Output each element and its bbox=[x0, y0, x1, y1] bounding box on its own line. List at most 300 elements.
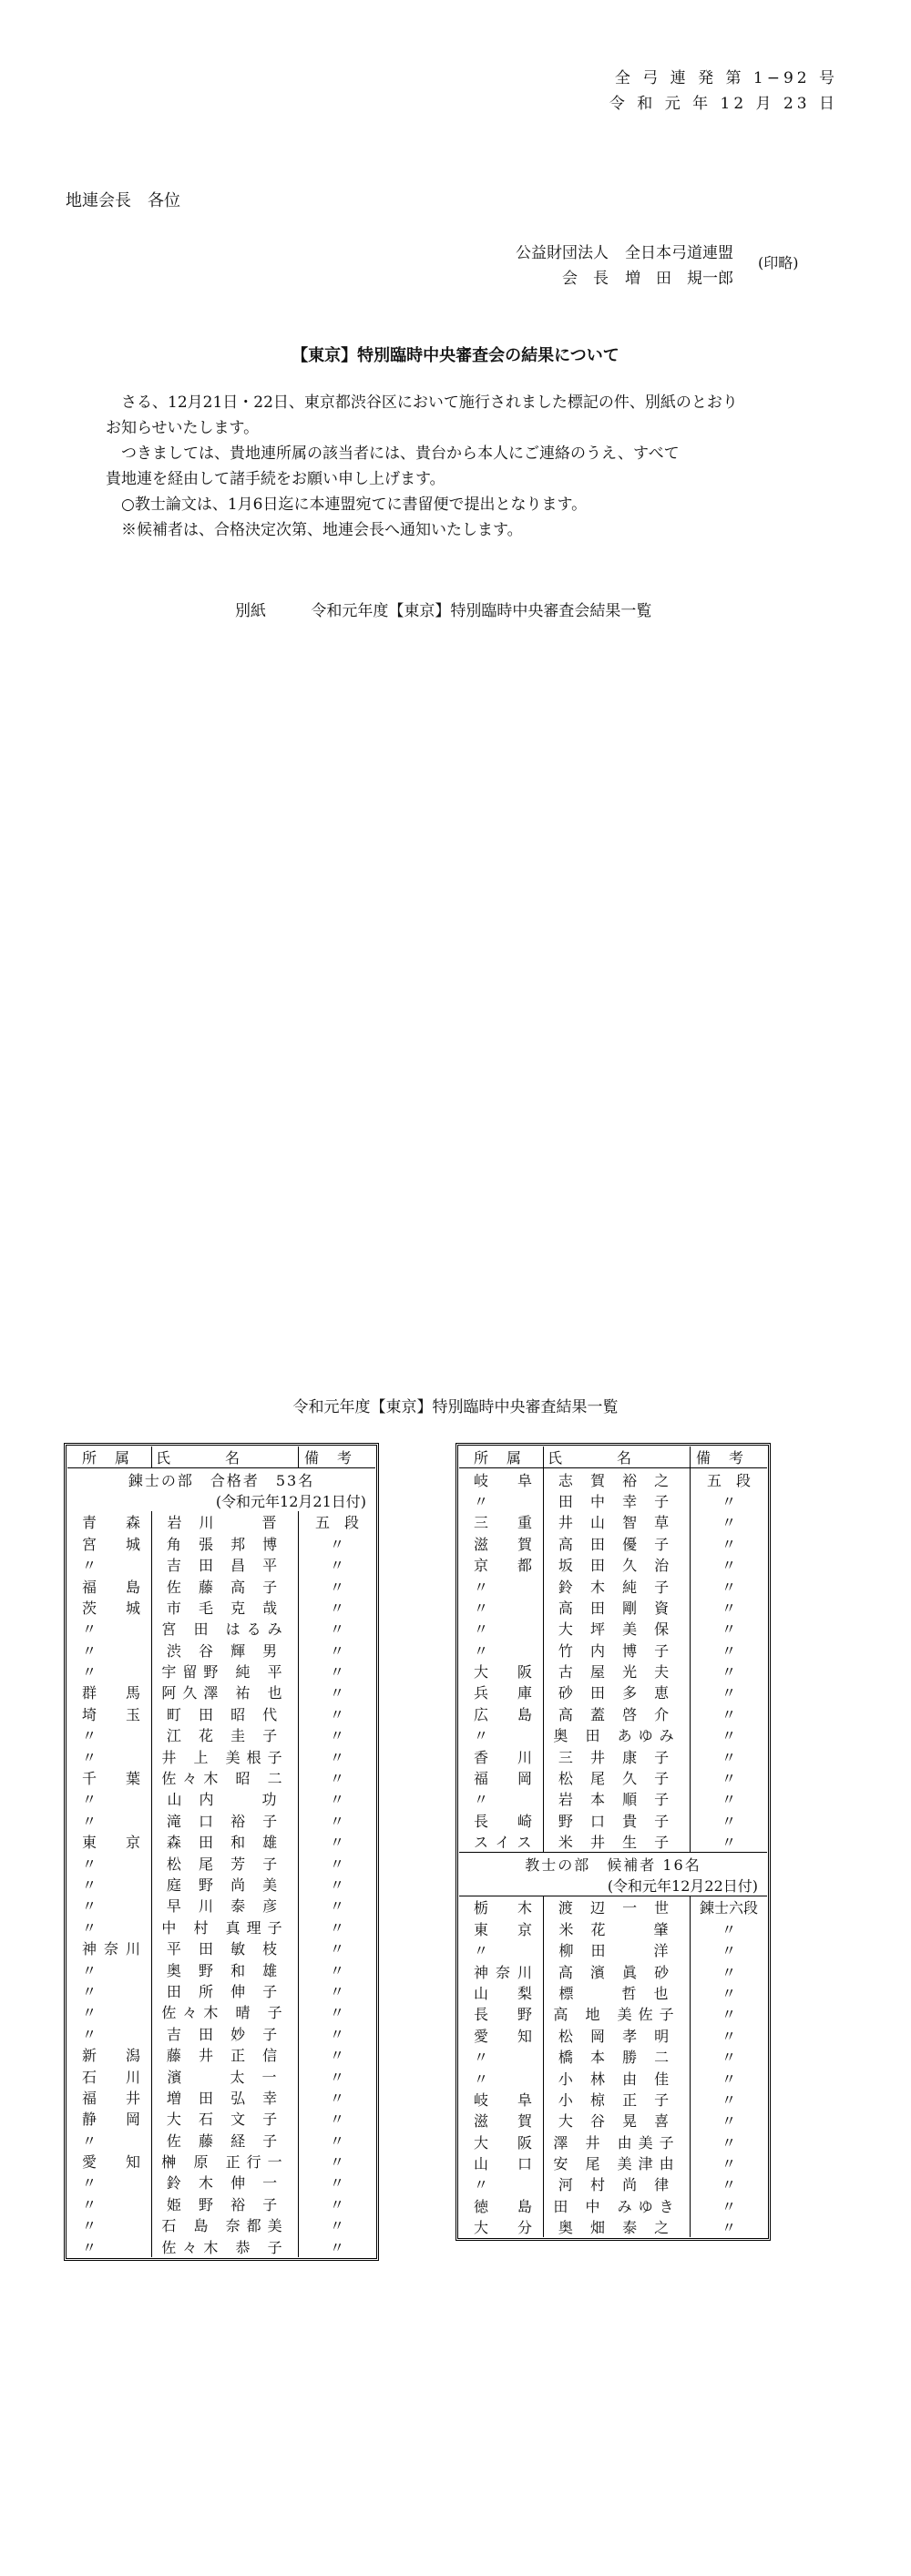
row-name: 渋 谷 輝 男 bbox=[152, 1640, 299, 1661]
row-note: 〃 bbox=[722, 1705, 737, 1723]
row-note: 〃 bbox=[330, 1705, 345, 1723]
row-name: 砂 田 多 恵 bbox=[544, 1682, 691, 1702]
table-row bbox=[67, 1533, 375, 1554]
row-pref: 〃 bbox=[459, 1575, 544, 1596]
row-pref: 〃 bbox=[67, 2001, 152, 2022]
row-name: 滝 口 裕 子 bbox=[152, 1810, 299, 1831]
table-row bbox=[459, 1767, 767, 1788]
table-row bbox=[459, 1511, 767, 1532]
row-note: 〃 bbox=[330, 1834, 345, 1852]
row-note: 〃 bbox=[722, 2006, 737, 2024]
row-note: 五 段 bbox=[707, 1471, 752, 1489]
row-pref: 〃 bbox=[459, 1788, 544, 1809]
table-row bbox=[67, 2001, 375, 2022]
row-pref: 大 分 bbox=[459, 2216, 544, 2237]
table-row bbox=[459, 2173, 767, 2194]
row-pref: 東 京 bbox=[67, 1831, 152, 1852]
row-name: 田 中 みゆき bbox=[544, 2195, 691, 2216]
row-name: 三 井 康 子 bbox=[544, 1745, 691, 1766]
row-pref: 滋 賀 bbox=[459, 1533, 544, 1554]
section-date-kyoshi: (令和元年12月22日付) bbox=[607, 1877, 759, 1895]
row-note: 〃 bbox=[722, 1514, 737, 1532]
row-note: 〃 bbox=[722, 1834, 737, 1852]
table-row bbox=[67, 1661, 375, 1682]
sender-block bbox=[507, 240, 733, 291]
row-note: 〃 bbox=[330, 1599, 345, 1617]
row-name: 吉 田 昌 平 bbox=[152, 1554, 299, 1575]
row-name: 森 田 和 雄 bbox=[152, 1831, 299, 1852]
table-row bbox=[67, 1554, 375, 1575]
row-note: 〃 bbox=[722, 1727, 737, 1745]
row-name: 高 蓋 啓 介 bbox=[544, 1703, 691, 1724]
row-name: 山 内 功 bbox=[152, 1788, 299, 1809]
row-note: 〃 bbox=[722, 1963, 737, 1981]
row-name: 佐 藤 高 子 bbox=[152, 1575, 299, 1596]
row-note: 〃 bbox=[722, 1770, 737, 1788]
attachment-label: 別紙 bbox=[235, 602, 266, 620]
row-pref: 大 阪 bbox=[459, 1661, 544, 1682]
row-name: 大 石 文 子 bbox=[152, 2108, 299, 2129]
row-name: 高 濱 眞 砂 bbox=[544, 1960, 691, 1981]
row-note: 〃 bbox=[330, 1918, 345, 1937]
row-pref: 〃 bbox=[67, 1661, 152, 1682]
table-row bbox=[67, 1511, 375, 1532]
row-note: 〃 bbox=[722, 2112, 737, 2131]
row-pref: 〃 bbox=[67, 2235, 152, 2256]
row-pref: 〃 bbox=[67, 2023, 152, 2044]
body-line: 貴地連を経由して諸手続をお願い申し上げます。 bbox=[106, 470, 445, 488]
subject-title: 【東京】特別臨時中央審査会の結果について bbox=[292, 346, 619, 365]
table-row bbox=[67, 1597, 375, 1618]
results-list-title: 令和元年度【東京】特別臨時中央審査結果一覧 bbox=[292, 1398, 619, 1416]
row-name: 野 口 貴 子 bbox=[544, 1810, 691, 1831]
row-pref: 三 重 bbox=[459, 1511, 544, 1532]
table-row bbox=[459, 1597, 767, 1618]
row-pref: 長 崎 bbox=[459, 1810, 544, 1831]
table-row bbox=[459, 1724, 767, 1745]
table-row bbox=[459, 1490, 767, 1511]
section-title-renshi: 錬士の部 合格者 53名 bbox=[128, 1471, 315, 1489]
row-pref: 山 口 bbox=[459, 2152, 544, 2173]
row-name: 井 山 智 草 bbox=[544, 1511, 691, 1532]
row-note: 〃 bbox=[722, 1663, 737, 1682]
row-pref: 〃 bbox=[67, 1554, 152, 1575]
row-note: 〃 bbox=[722, 2219, 737, 2237]
row-note: 錬士六段 bbox=[691, 1896, 768, 1918]
row-note: 〃 bbox=[330, 1620, 345, 1639]
table-row bbox=[67, 1682, 375, 1702]
row-note: 〃 bbox=[722, 1557, 737, 1575]
row-pref: 〃 bbox=[459, 2067, 544, 2088]
row-name: 竹 内 博 子 bbox=[544, 1640, 691, 1661]
row-name: 中 村 真理子 bbox=[152, 1917, 299, 1937]
row-name: 平 田 敏 枝 bbox=[152, 1937, 299, 1958]
seal-note: (印略) bbox=[758, 254, 799, 271]
body-line: ○教士論文は、1月6日迄に本連盟宛てに書留便で提出となります。 bbox=[106, 496, 588, 514]
row-pref: 〃 bbox=[459, 2173, 544, 2194]
row-name: 大 坪 美 保 bbox=[544, 1618, 691, 1639]
row-pref: 滋 賀 bbox=[459, 2110, 544, 2131]
row-note: 〃 bbox=[330, 1770, 345, 1788]
row-name: 古 屋 光 夫 bbox=[544, 1661, 691, 1682]
table-row bbox=[459, 2046, 767, 2067]
table-row bbox=[67, 1895, 375, 1916]
column-header-name: 氏名 bbox=[544, 1446, 691, 1468]
row-pref: 〃 bbox=[67, 1980, 152, 2001]
row-pref: 岐 阜 bbox=[459, 2089, 544, 2110]
column-header-name: 氏名 bbox=[152, 1446, 299, 1468]
row-note: 〃 bbox=[330, 1535, 345, 1553]
table-row bbox=[459, 2152, 767, 2173]
row-name: 高 田 優 子 bbox=[544, 1533, 691, 1554]
row-note: 〃 bbox=[330, 1641, 345, 1660]
row-pref: 〃 bbox=[67, 2193, 152, 2214]
row-name: 藤 井 正 信 bbox=[152, 2044, 299, 2065]
row-name: 早 川 泰 彦 bbox=[152, 1895, 299, 1916]
row-pref: 神奈川 bbox=[67, 1937, 152, 1958]
row-name: 石 島 奈都美 bbox=[152, 2214, 299, 2235]
table-row bbox=[67, 1852, 375, 1873]
table-row bbox=[459, 1960, 767, 1981]
row-name: 田 中 幸 子 bbox=[544, 1490, 691, 1511]
row-name: 小 椋 正 子 bbox=[544, 2089, 691, 2110]
row-name: 志 賀 裕 之 bbox=[544, 1468, 691, 1490]
row-pref: 栃 木 bbox=[459, 1896, 544, 1918]
table-row bbox=[459, 1554, 767, 1575]
column-header-note: 備考 bbox=[299, 1446, 376, 1468]
row-pref: 〃 bbox=[459, 1618, 544, 1639]
row-note: 〃 bbox=[722, 2027, 737, 2045]
row-note: 〃 bbox=[330, 2025, 345, 2043]
table-row bbox=[459, 1896, 767, 1918]
row-name: 庭 野 尚 美 bbox=[152, 1874, 299, 1895]
row-note: 〃 bbox=[330, 1876, 345, 1894]
row-pref: 福 島 bbox=[67, 1575, 152, 1596]
table-row bbox=[67, 1831, 375, 1852]
row-pref: 〃 bbox=[67, 1917, 152, 1937]
row-pref: 兵 庫 bbox=[459, 1682, 544, 1702]
table-row bbox=[459, 1533, 767, 1554]
table-row bbox=[67, 1703, 375, 1724]
row-pref: 愛 知 bbox=[67, 2151, 152, 2172]
column-header-note: 備考 bbox=[691, 1446, 768, 1468]
row-pref: 大 阪 bbox=[459, 2131, 544, 2152]
row-pref: 〃 bbox=[67, 2130, 152, 2151]
row-name: 奥 畑 泰 之 bbox=[544, 2216, 691, 2237]
row-name: 佐 藤 経 子 bbox=[152, 2130, 299, 2151]
table-row bbox=[459, 1661, 767, 1682]
row-note: 〃 bbox=[330, 2153, 345, 2172]
row-name: 岩 川 晋 bbox=[152, 1511, 299, 1532]
row-name: 橋 本 勝 二 bbox=[544, 2046, 691, 2067]
row-name: 市 毛 克 哉 bbox=[152, 1597, 299, 1618]
table-row bbox=[459, 2131, 767, 2152]
row-name: 柳 田 洋 bbox=[544, 1939, 691, 1960]
row-pref: スイス bbox=[459, 1831, 544, 1853]
row-name: 小 林 由 佳 bbox=[544, 2067, 691, 2088]
row-name: 佐々木 恭 子 bbox=[152, 2235, 299, 2256]
row-note: 〃 bbox=[330, 1578, 345, 1596]
row-note: 〃 bbox=[330, 1855, 345, 1873]
row-pref: 〃 bbox=[459, 1597, 544, 1618]
row-name: 姫 野 裕 子 bbox=[152, 2193, 299, 2214]
table-row bbox=[459, 1939, 767, 1960]
row-pref: 〃 bbox=[67, 1640, 152, 1661]
table-row bbox=[459, 2089, 767, 2110]
row-name: 宮 田 はるみ bbox=[152, 1618, 299, 1639]
row-pref: 〃 bbox=[67, 1852, 152, 1873]
table-row bbox=[67, 1640, 375, 1661]
table-row bbox=[67, 2087, 375, 2108]
row-note: 〃 bbox=[330, 2195, 345, 2213]
row-pref: 青 森 bbox=[67, 1511, 152, 1532]
row-name: 井 上 美根子 bbox=[152, 1745, 299, 1766]
row-pref: 〃 bbox=[459, 1490, 544, 1511]
table-row bbox=[459, 1831, 767, 1853]
results-table-right bbox=[459, 1446, 767, 2237]
row-note: 〃 bbox=[722, 1578, 737, 1596]
row-note: 〃 bbox=[722, 2133, 737, 2152]
row-note: 〃 bbox=[330, 1982, 345, 2000]
row-name: 大 谷 晃 喜 bbox=[544, 2110, 691, 2131]
sender-org-label: 公益財団法人 bbox=[516, 244, 609, 262]
row-note: 〃 bbox=[330, 2131, 345, 2150]
section-title-kyoshi: 教士の部 候補者 16名 bbox=[459, 1853, 767, 1875]
row-note: 〃 bbox=[330, 1791, 345, 1809]
section-header-row bbox=[459, 1853, 767, 1875]
row-name: 河 村 尚 律 bbox=[544, 2173, 691, 2194]
row-note: 〃 bbox=[330, 2111, 345, 2129]
row-note: 〃 bbox=[330, 1897, 345, 1916]
table-row bbox=[459, 1745, 767, 1766]
row-pref: 〃 bbox=[67, 2214, 152, 2235]
row-pref: 福 井 bbox=[67, 2087, 152, 2108]
table-row bbox=[67, 2172, 375, 2193]
row-name: 榊 原 正行一 bbox=[152, 2151, 299, 2172]
addressee: 地連会長 各位 bbox=[66, 191, 180, 210]
row-name: 佐々木 昭 二 bbox=[152, 1767, 299, 1788]
row-note: 〃 bbox=[722, 1599, 737, 1617]
row-note: 五 段 bbox=[315, 1514, 360, 1532]
table-row bbox=[67, 1745, 375, 1766]
row-note: 〃 bbox=[722, 2070, 737, 2088]
row-name: 佐々木 晴 子 bbox=[152, 2001, 299, 2022]
table-row bbox=[459, 1618, 767, 1639]
section-date-renshi: (令和元年12月21日付) bbox=[215, 1492, 367, 1510]
row-note: 〃 bbox=[330, 1961, 345, 1979]
table-row bbox=[67, 1788, 375, 1809]
row-name: 松 岡 孝 明 bbox=[544, 2025, 691, 2046]
row-note: 〃 bbox=[722, 1620, 737, 1639]
table-row bbox=[67, 2065, 375, 2086]
table-row bbox=[459, 1575, 767, 1596]
attachment-line bbox=[235, 598, 651, 620]
row-name: 町 田 昭 代 bbox=[152, 1703, 299, 1724]
row-name: 奥 田 あゆみ bbox=[544, 1724, 691, 1745]
row-pref: 〃 bbox=[67, 1810, 152, 1831]
row-pref: 福 岡 bbox=[459, 1767, 544, 1788]
table-row bbox=[67, 2193, 375, 2214]
row-pref: 〃 bbox=[459, 1939, 544, 1960]
row-name: 米 花 肇 bbox=[544, 1918, 691, 1939]
row-note: 〃 bbox=[330, 1663, 345, 1682]
body-line: お知らせいたします。 bbox=[106, 419, 260, 437]
table-row bbox=[67, 2151, 375, 2172]
row-note: 〃 bbox=[722, 1684, 737, 1702]
row-note: 〃 bbox=[722, 1641, 737, 1660]
row-note: 〃 bbox=[722, 2176, 737, 2194]
row-pref: 静 岡 bbox=[67, 2108, 152, 2129]
table-row bbox=[67, 1724, 375, 1745]
row-note: 〃 bbox=[330, 2068, 345, 2086]
row-pref: 山 梨 bbox=[459, 1982, 544, 2003]
table-row bbox=[67, 1810, 375, 1831]
row-pref: 愛 知 bbox=[459, 2025, 544, 2046]
table-row bbox=[459, 1918, 767, 1939]
row-note: 〃 bbox=[330, 1727, 345, 1745]
row-note: 〃 bbox=[722, 2197, 737, 2215]
row-note: 〃 bbox=[722, 1812, 737, 1830]
table-row bbox=[459, 2110, 767, 2131]
table-row bbox=[67, 1618, 375, 1639]
table-row bbox=[67, 2214, 375, 2235]
row-name: 松 尾 久 子 bbox=[544, 1767, 691, 1788]
table-row bbox=[459, 1982, 767, 2003]
row-pref: 〃 bbox=[67, 2172, 152, 2193]
table-row bbox=[459, 1810, 767, 1831]
row-pref: 〃 bbox=[459, 1640, 544, 1661]
row-note: 〃 bbox=[330, 1684, 345, 1702]
row-pref: 東 京 bbox=[459, 1918, 544, 1939]
row-name: 高 田 剛 資 bbox=[544, 1597, 691, 1618]
results-table-left bbox=[67, 1446, 375, 2257]
row-name: 角 張 邦 博 bbox=[152, 1533, 299, 1554]
row-pref: 千 葉 bbox=[67, 1767, 152, 1788]
column-header-pref: 所属 bbox=[67, 1446, 152, 1468]
row-note: 〃 bbox=[722, 1535, 737, 1553]
row-note: 〃 bbox=[330, 2174, 345, 2193]
sender-name: 増 田 規一郎 bbox=[625, 270, 733, 288]
row-name: 宇留野 純 平 bbox=[152, 1661, 299, 1682]
row-note: 〃 bbox=[722, 2090, 737, 2109]
document-date: 令 和 元 年 12 月 23 日 bbox=[609, 95, 838, 113]
row-pref: 長 野 bbox=[459, 2003, 544, 2024]
row-name: 標 哲 也 bbox=[544, 1982, 691, 2003]
table-row bbox=[459, 2195, 767, 2216]
row-pref: 埼 玉 bbox=[67, 1703, 152, 1724]
row-note: 〃 bbox=[330, 2004, 345, 2022]
table-row bbox=[459, 2216, 767, 2237]
row-pref: 徳 島 bbox=[459, 2195, 544, 2216]
row-pref: 群 馬 bbox=[67, 1682, 152, 1702]
row-name: 田 所 伸 子 bbox=[152, 1980, 299, 2001]
sender-title: 会 長 bbox=[562, 270, 609, 288]
row-pref: 〃 bbox=[67, 1874, 152, 1895]
row-note: 〃 bbox=[330, 1557, 345, 1575]
row-pref: 石 川 bbox=[67, 2065, 152, 2086]
row-pref: 新 潟 bbox=[67, 2044, 152, 2065]
row-name: 増 田 弘 幸 bbox=[152, 2087, 299, 2108]
table-row bbox=[67, 1767, 375, 1788]
row-pref: 香 川 bbox=[459, 1745, 544, 1766]
row-pref: 〃 bbox=[459, 2046, 544, 2067]
row-name: 高 地 美佐子 bbox=[544, 2003, 691, 2024]
body-line: つきましては、貴地連所属の該当者には、貴台から本人にご連絡のうえ、すべて bbox=[106, 445, 680, 463]
table-row bbox=[459, 2067, 767, 2088]
row-pref: 広 島 bbox=[459, 1703, 544, 1724]
row-note: 〃 bbox=[330, 2047, 345, 2065]
row-note: 〃 bbox=[722, 2155, 737, 2173]
row-name: 鈴 木 伸 一 bbox=[152, 2172, 299, 2193]
table-row bbox=[459, 1788, 767, 1809]
row-note: 〃 bbox=[330, 2089, 345, 2107]
row-note: 〃 bbox=[722, 1984, 737, 2002]
row-note: 〃 bbox=[330, 2217, 345, 2235]
row-name: 阿久澤 祐 也 bbox=[152, 1682, 299, 1702]
document-header bbox=[609, 66, 838, 117]
row-name: 濱 太 一 bbox=[152, 2065, 299, 2086]
row-pref: 〃 bbox=[67, 1788, 152, 1809]
row-note: 〃 bbox=[722, 1791, 737, 1809]
column-header-pref: 所属 bbox=[459, 1446, 544, 1468]
row-pref: 神奈川 bbox=[459, 1960, 544, 1981]
table-row bbox=[459, 1640, 767, 1661]
row-note: 〃 bbox=[330, 1940, 345, 1958]
section-date-row bbox=[459, 1875, 767, 1896]
row-name: 吉 田 妙 子 bbox=[152, 2023, 299, 2044]
table-row bbox=[67, 2108, 375, 2129]
table-row bbox=[67, 2235, 375, 2256]
table-row bbox=[67, 1917, 375, 1937]
row-note: 〃 bbox=[722, 1920, 737, 1938]
table-row bbox=[67, 2044, 375, 2065]
row-pref: 〃 bbox=[459, 1724, 544, 1745]
row-name: 澤 井 由美子 bbox=[544, 2131, 691, 2152]
row-note: 〃 bbox=[330, 1812, 345, 1830]
row-pref: 宮 城 bbox=[67, 1533, 152, 1554]
row-note: 〃 bbox=[722, 1942, 737, 1960]
table-row bbox=[67, 1874, 375, 1895]
attachment-title: 令和元年度【東京】特別臨時中央審査会結果一覧 bbox=[311, 602, 652, 620]
row-note: 〃 bbox=[722, 1748, 737, 1766]
table-row bbox=[67, 2023, 375, 2044]
row-name: 安 尾 美津由 bbox=[544, 2152, 691, 2173]
body-text bbox=[106, 390, 834, 543]
sender-org-name: 全日本弓道連盟 bbox=[625, 244, 733, 262]
row-pref: 〃 bbox=[67, 1895, 152, 1916]
row-name: 松 尾 芳 子 bbox=[152, 1852, 299, 1873]
table-row bbox=[459, 2025, 767, 2046]
row-name: 奥 野 和 雄 bbox=[152, 1958, 299, 1979]
table-row bbox=[459, 1703, 767, 1724]
table-row bbox=[459, 2003, 767, 2024]
row-pref: 茨 城 bbox=[67, 1597, 152, 1618]
row-pref: 京 都 bbox=[459, 1554, 544, 1575]
row-name: 坂 田 久 治 bbox=[544, 1554, 691, 1575]
table-row bbox=[67, 1937, 375, 1958]
row-name: 江 花 圭 子 bbox=[152, 1724, 299, 1745]
table-row bbox=[459, 1682, 767, 1702]
body-line: さる、12月21日・22日、東京都渋谷区において施行されました標記の件、別紙のとおり bbox=[106, 394, 738, 412]
table-row bbox=[67, 1980, 375, 2001]
table-row bbox=[67, 1575, 375, 1596]
row-name: 岩 本 順 子 bbox=[544, 1788, 691, 1809]
row-pref: 〃 bbox=[67, 1745, 152, 1766]
row-note: 〃 bbox=[330, 1748, 345, 1766]
row-pref: 〃 bbox=[67, 1618, 152, 1639]
table-row bbox=[67, 2130, 375, 2151]
table-row bbox=[67, 1958, 375, 1979]
